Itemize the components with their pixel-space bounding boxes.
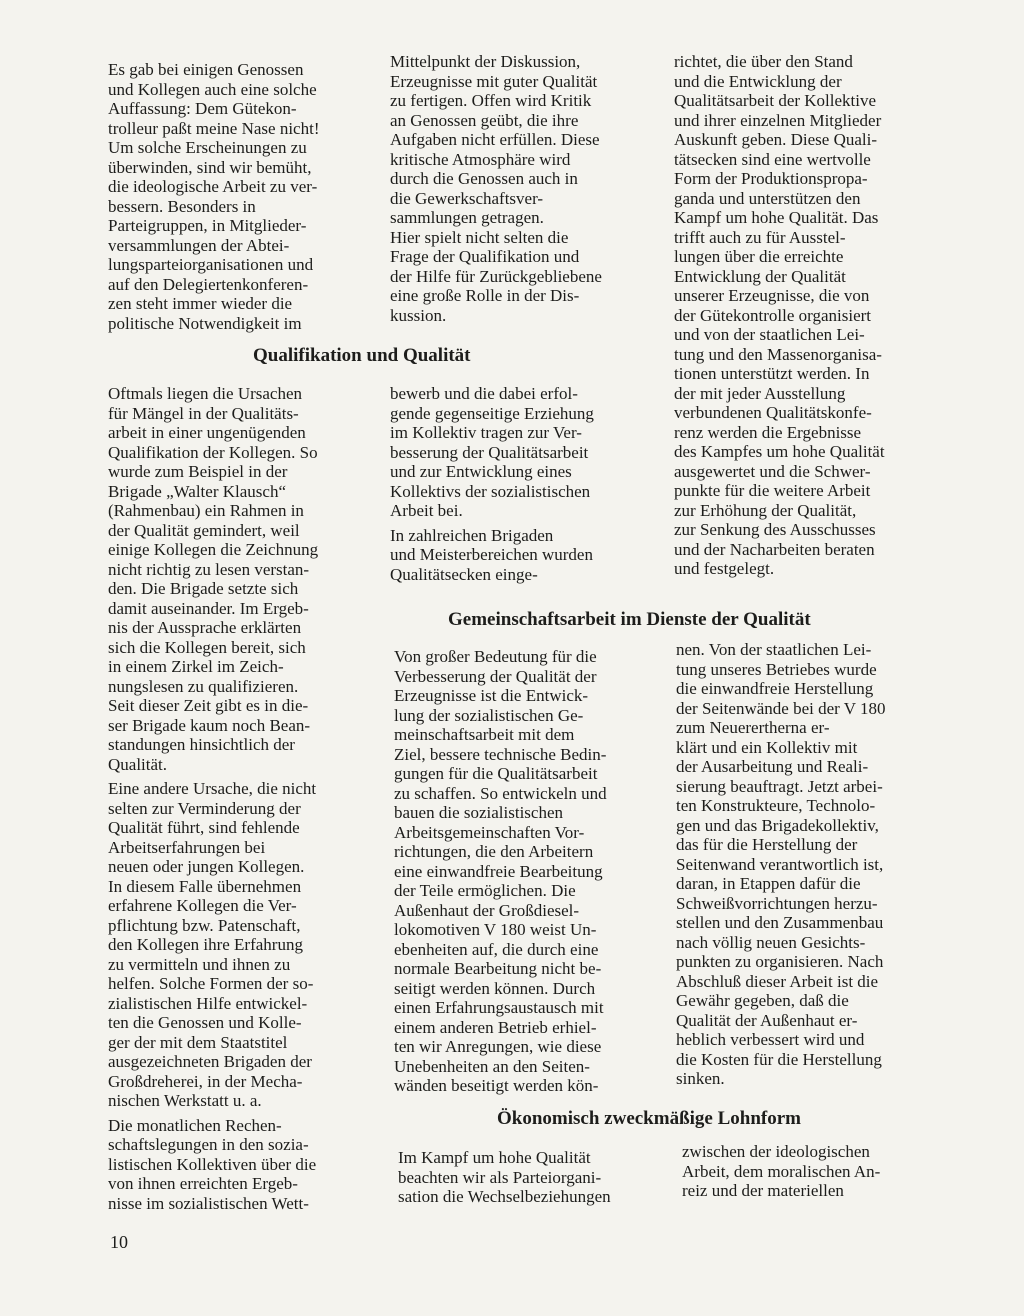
section1-column-1 — [108, 384, 366, 1213]
paragraph: Von großer Bedeutung für die Verbesserung der Qualität der Erzeugnisse ist die Entwick- lung der sozialistischen Ge- meinschaftsarbeit mit dem Ziel, bessere technische Bedin- gungen für die Qualitätsarbeit zu schaffen. So entwickeln und bauen die sozialistischen Arbeitsgemeinschaften Vor- richtungen, die den Arbeitern eine einwandfreie Bearbeitung der Teile ermöglichen. Die Außenhaut der Großdiesel- lokomotiven V 180 weist Un- ebenheiten auf, die durch eine normale Bearbeitung nicht be- seitigt werden können. Durch einen Erfahrungsaustausch mit einem anderen Betrieb erhiel- ten wir Anregungen, wie diese Unebenheiten an den Seiten- wänden beseitigt werden kön- — [394, 647, 607, 1095]
paragraph: Die monatlichen Rechen- schaftslegungen in den sozia- listischen Kollektiven über die von ihnen erreichten Ergeb- nisse im sozialistischen Wett- — [108, 1115, 317, 1213]
section-heading-lohnform: Ökonomisch zweckmäßige Lohnform — [497, 1108, 801, 1129]
paragraph: Im Kampf um hohe Qualität beachten wir als Parteiorgani- sation die Wechselbeziehungen — [398, 1148, 611, 1206]
paragraph: zwischen der ideologischen Arbeit, dem moralischen An- reiz und der materiellen — [682, 1142, 881, 1200]
paragraph: In zahlreichen Brigaden und Meisterbereichen wurden Qualitätsecken einge- — [390, 525, 593, 584]
paragraph: Es gab bei einigen Genossen und Kollegen auch eine solche Auffassung: Dem Gütekon- trolleur paßt meine Nase nicht! Um solche Erscheinungen zu überwinden, sind wir bemüht, die ideologische Arbeit zu ver- bessern. Besonders in Parteigruppen, in Mitglieder- versammlungen der Abtei- lungsparteiorganisationen und auf den Delegiertenkonferen- zen steht immer wieder die politische Notwendigkeit im — [108, 60, 320, 333]
paragraph: Eine andere Ursache, die nicht selten zur Verminderung der Qualität führt, sind fehlende Arbeitserfahrungen bei neuen oder jungen Kollegen. In diesem Falle übernehmen erfahrene Kollegen die Ver- pflichtung bzw. Patenschaft, den Kollegen ihre Erfahrung zu vermitteln und ihnen zu helfen. Solche Formen der so- zialistischen Hilfe entwickel- ten die Genossen und Kolle- ger der mit dem Staatstitel ausgezeichneten Brigaden der Großdreherei, in der Mecha- nischen Werkstatt u. a. — [108, 779, 317, 1110]
top-column-3 — [674, 52, 932, 579]
paragraph: bewerb und die dabei erfol- gende gegenseitige Erziehung im Kollektiv tragen zur Ver- besserung der Qualitätsarbeit und zur Entwicklung eines Kollektivs der sozialistischen Arbeit bei. — [390, 384, 594, 520]
section2-column-3 — [676, 640, 934, 1089]
paragraph: Oftmals liegen die Ursachen für Mängel in der Qualitäts- arbeit in einer ungenügenden Qualifikation der Kollegen. So wurde zum Beispiel in der Brigade „Walter Klausch“ (Rahmenbau) ein Rahmen in der Qualität gemindert, weil einige Kollegen die Zeichnung nicht richtig zu lesen verstan- den. Die Brigade setzte sich damit auseinander. Im Ergeb- nis der Aussprache erklärten sich die Kollegen bereit, sich in einem Zirkel im Zeich- nungslesen zu qualifizieren. Seit dieser Zeit gibt es in die- ser Brigade kaum noch Bean- standungen hinsichtlich der Qualität. — [108, 384, 319, 774]
top-column-2 — [390, 52, 648, 325]
paragraph: richtet, die über den Stand und die Entwicklung der Qualitätsarbeit der Kollektive und ihrer einzelnen Mitglieder Auskunft geben. Diese Quali- tätsecken sind eine wertvolle Form der Produktionspropa- ganda und unterstützen den Kampf um hohe Qualität. Das trifft auch zu für Ausstel- lungen über die erreichte Entwicklung der Qualität unserer Erzeugnisse, die von der Gütekontrolle organisiert und von der staatlichen Lei- tung und den Massenorganisa- tionen unterstützt werden. In der mit jeder Ausstellung verbundenen Qualitätskonfe- renz werden die Ergebnisse des Kampfes um hohe Qualität ausgewertet und die Schwer- punkte für die weitere Arbeit zur Erhöhung der Qualität, zur Senkung des Ausschusses und der Nacharbeiten beraten und festgelegt. — [674, 52, 885, 578]
page-number: 10 — [110, 1232, 128, 1252]
section1-column-2 — [390, 384, 648, 584]
section3-column-3 — [682, 1142, 936, 1201]
section3-column-2 — [398, 1148, 656, 1207]
paragraph: Mittelpunkt der Diskussion, Erzeugnisse mit guter Qualität zu fertigen. Offen wird Kritik an Genossen geübt, die ihre Aufgaben nicht erfüllen. Diese kritische Atmosphäre wird durch die Genossen auch in die Gewerkschaftsver- sammlungen getragen. Hier spielt nicht selten die Frage der Qualifikation und der Hilfe für Zurückgebliebene eine große Rolle in der Dis- kussion. — [390, 52, 602, 325]
top-column-1 — [108, 60, 363, 333]
section-heading-qualifikation: Qualifikation und Qualität — [253, 345, 471, 366]
paragraph: nen. Von der staatlichen Lei- tung unseres Betriebes wurde die einwandfreie Herstellung der Seitenwände bei der V 180 zum Neuerertherna er- klärt und ein Kollektiv mit der Ausarbeitung und Reali- sierung beauftragt. Jetzt arbei- ten Konstrukteure, Technolo- gen und das Brigadekollektiv, das für die Herstellung der Seitenwand verantwortlich ist, daran, in Etappen dafür die Schweißvorrichtungen herzu- stellen und den Zusammenbau nach völlig neuen Gesichts- punkten zu organisieren. Nach Abschluß dieser Arbeit ist die Gewähr gegeben, daß die Qualität der Außenhaut er- heblich verbessert wird und die Kosten für die Herstellung sinken. — [676, 640, 886, 1088]
section2-column-2 — [394, 647, 652, 1096]
section-heading-gemeinschaftsarbeit: Gemeinschaftsarbeit im Dienste der Qualität — [448, 609, 811, 630]
